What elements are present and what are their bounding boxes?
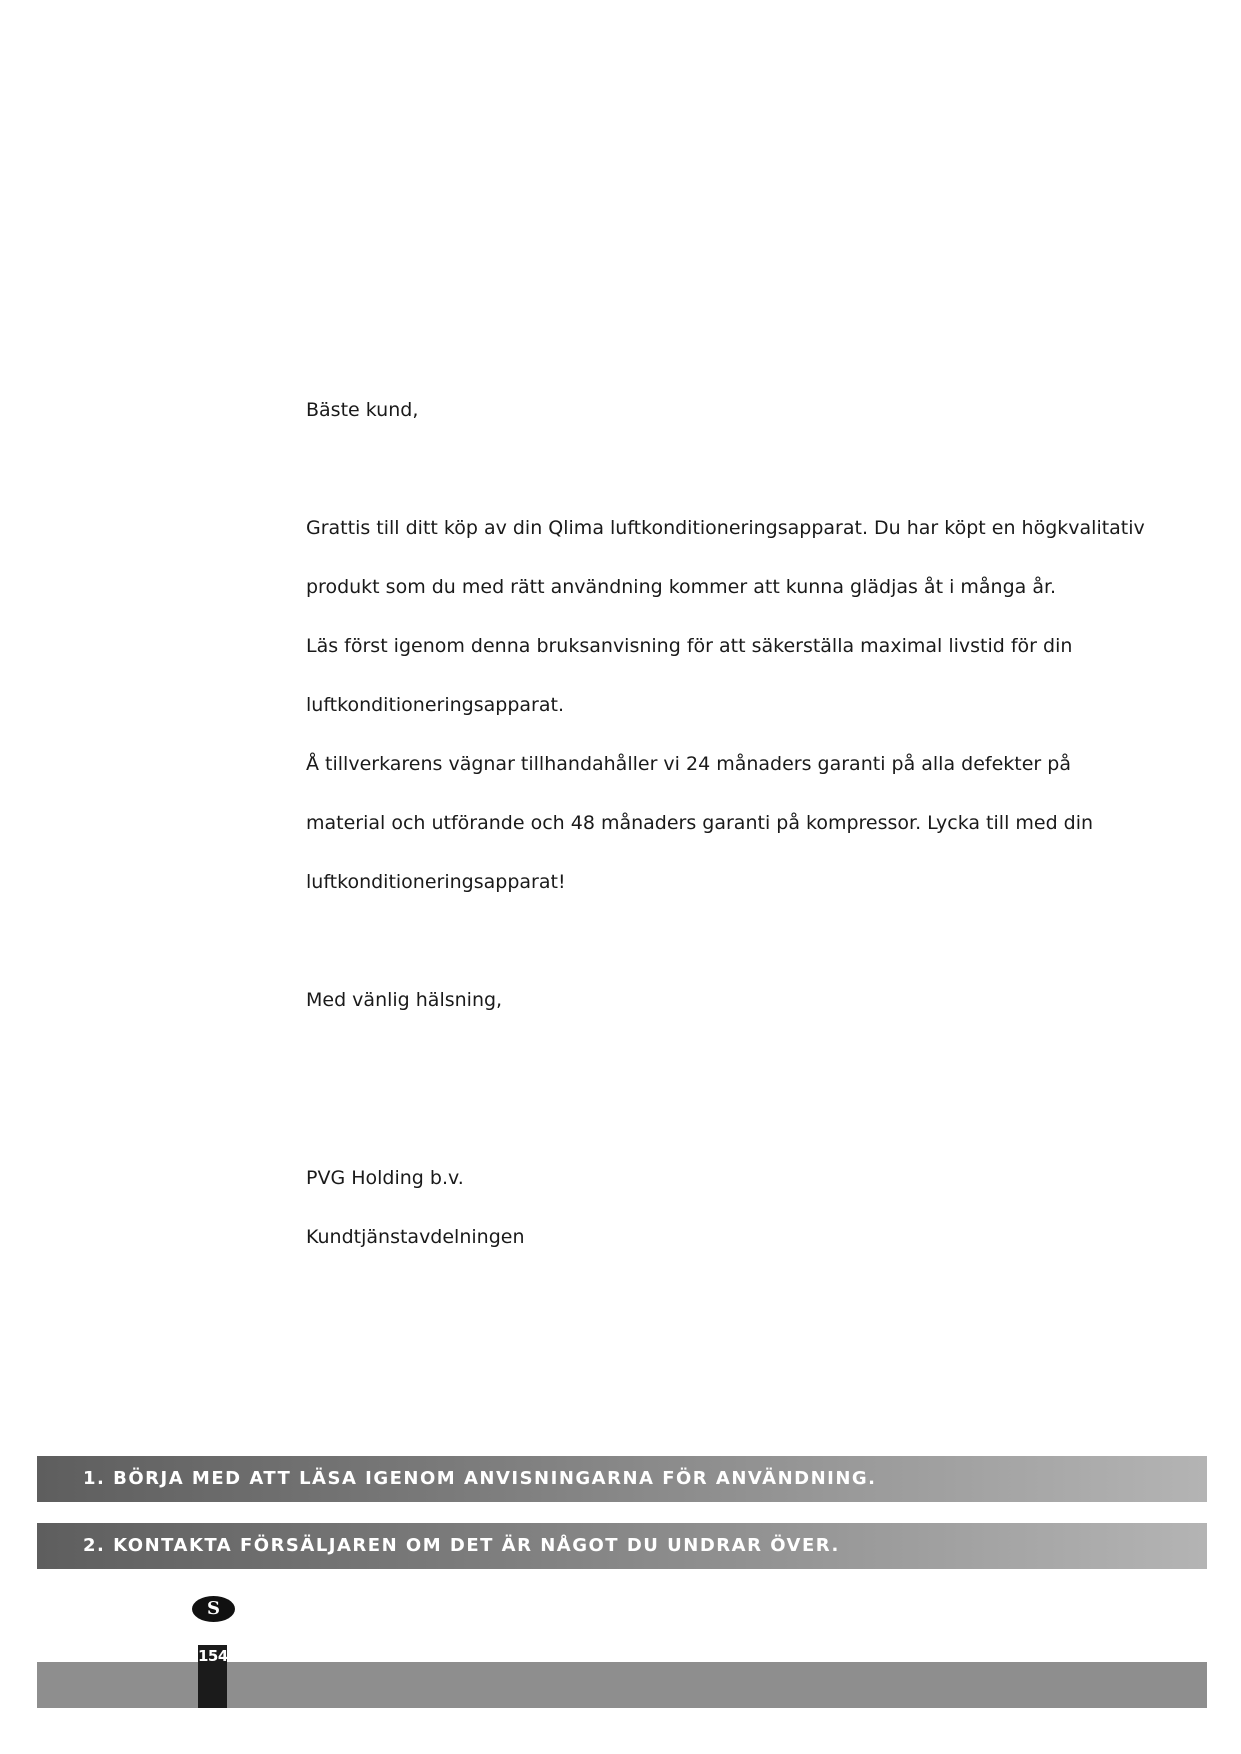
language-badge: S: [192, 1596, 235, 1622]
letter-body-line-4: luftkonditioneringsapparat.: [306, 694, 564, 716]
letter-closing: Med vänlig hälsning,: [306, 989, 503, 1011]
notice-band-1: [37, 1456, 1207, 1502]
letter-body-line-3: Läs först igenom denna bruksanvisning för att säkerställa maximal livstid för din: [306, 635, 1073, 657]
page-number-tab: [198, 1645, 227, 1708]
notice-text-2: 2. KONTAKTA FÖRSÄLJAREN OM DET ÄR NÅGOT DU UNDRAR ÖVER.: [83, 1535, 840, 1556]
notice-band-2: [37, 1523, 1207, 1569]
letter-body-line-2: produkt som du med rätt användning kommer att kunna glädjas åt i många år.: [306, 576, 1057, 598]
letter-department: Kundtjänstavdelningen: [306, 1226, 525, 1248]
letter-body-line-7: luftkonditioneringsapparat!: [306, 871, 566, 893]
letter-body-line-1: Grattis till ditt köp av din Qlima luftkonditioneringsapparat. Du har köpt en högkvalitativ: [306, 517, 1145, 539]
notice-text-1: 1. BÖRJA MED ATT LÄSA IGENOM ANVISNINGARNA FÖR ANVÄNDNING.: [83, 1468, 877, 1489]
letter-body-line-5: Å tillverkarens vägnar tillhandahåller vi 24 månaders garanti på alla defekter på: [306, 753, 1071, 775]
letter-company: PVG Holding b.v.: [306, 1167, 464, 1189]
letter-greeting: Bäste kund,: [306, 399, 419, 421]
page-number: 154: [198, 1647, 228, 1665]
letter-body-line-6: material och utförande och 48 månaders garanti på kompressor. Lycka till med din: [306, 812, 1094, 834]
